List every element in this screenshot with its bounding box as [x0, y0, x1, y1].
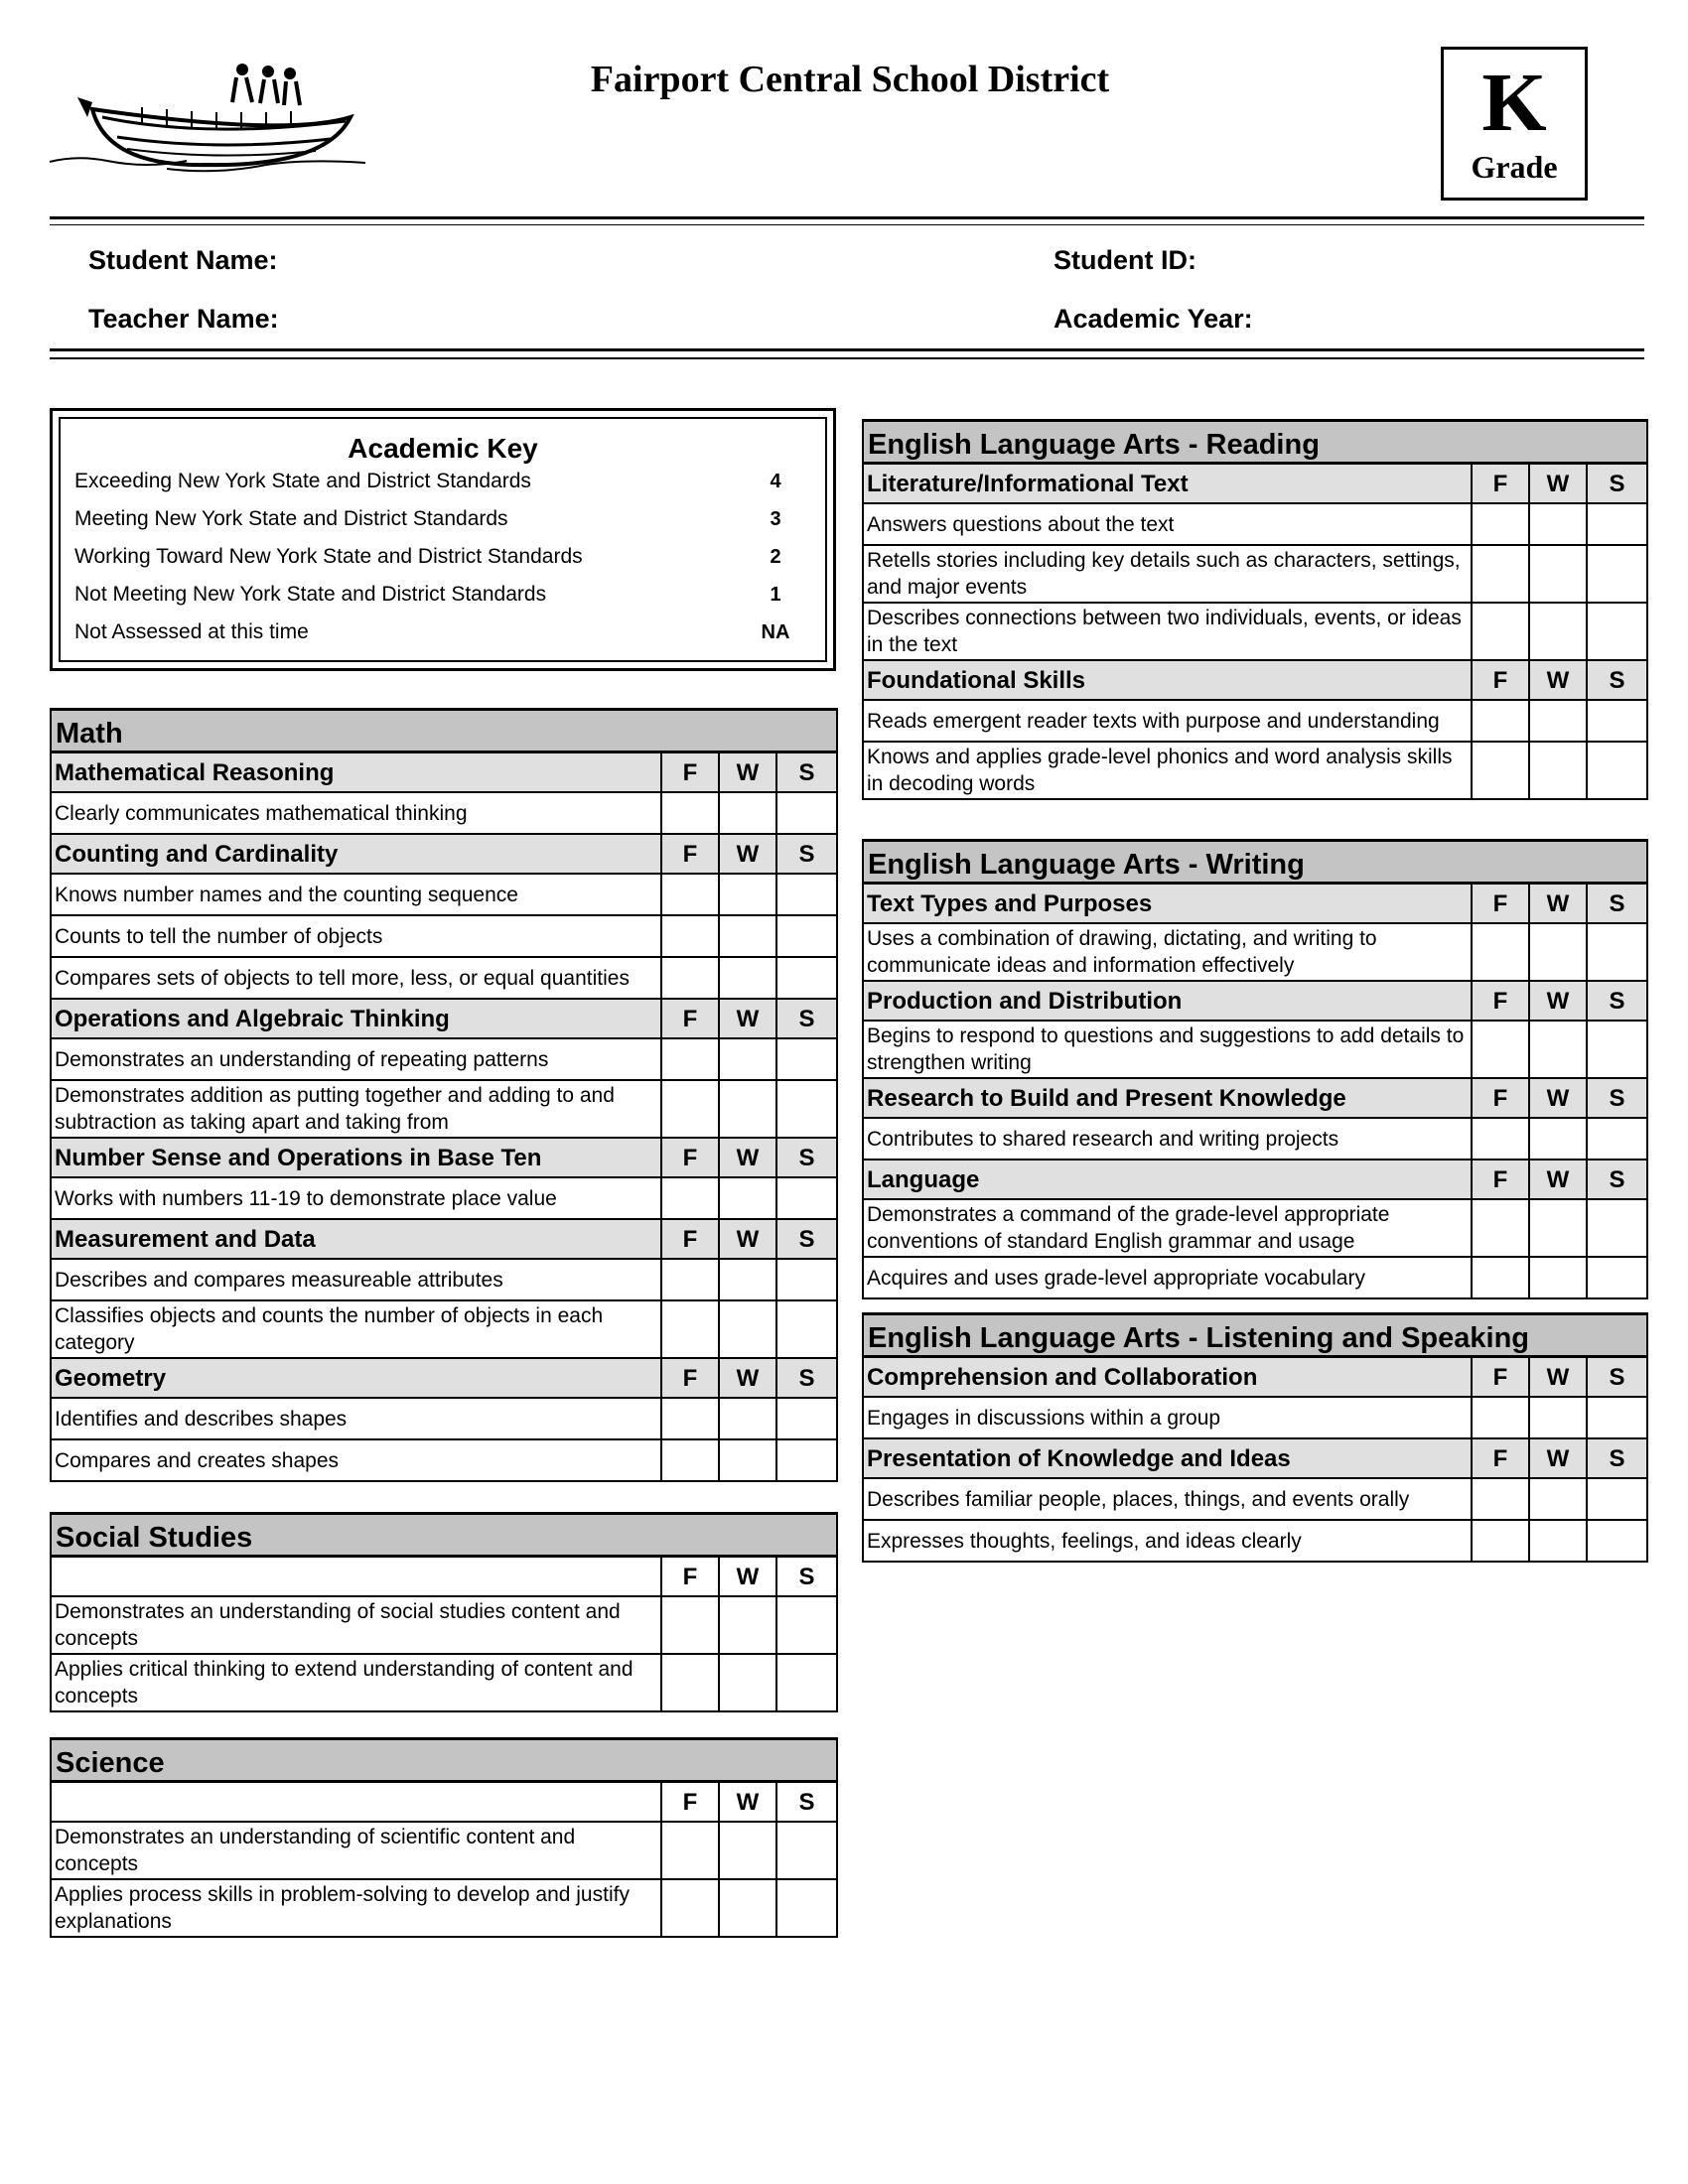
- subcategory-row: [52, 1219, 836, 1259]
- column-header-s: S: [1587, 981, 1646, 1021]
- grade-value: K: [1481, 57, 1547, 149]
- header-divider-bottom: [50, 348, 1644, 351]
- grade-cell-w[interactable]: [719, 1879, 776, 1937]
- grade-cell-s[interactable]: [1587, 1257, 1646, 1298]
- key-label: Meeting New York State and District Standards: [74, 507, 508, 530]
- column-header-w: W: [719, 1783, 776, 1822]
- grade-cell-f[interactable]: [661, 1259, 719, 1300]
- standard-row: [864, 1257, 1646, 1298]
- standard-row: [864, 503, 1646, 545]
- subcategory-name: Geometry: [52, 1358, 661, 1398]
- standard-text: Demonstrates an understanding of social studies content and concepts: [52, 1596, 661, 1654]
- key-label: Not Meeting New York State and District Standards: [74, 583, 547, 606]
- subcategory-name: Production and Distribution: [864, 981, 1472, 1021]
- standard-text: Describes and compares measureable attributes: [52, 1259, 661, 1300]
- grade-cell-f[interactable]: [1472, 1118, 1529, 1160]
- grade-cell-s[interactable]: [776, 1654, 836, 1711]
- standard-text: Classifies objects and counts the number of objects in each category: [52, 1300, 661, 1358]
- standard-text: Uses a combination of drawing, dictating, and writing to communicate ideas and information effectively: [864, 923, 1472, 981]
- key-code: 2: [770, 545, 781, 568]
- grade-cell-s[interactable]: [776, 1439, 836, 1481]
- subcategory-row: [864, 885, 1646, 923]
- standard-text: Contributes to shared research and writing projects: [864, 1118, 1472, 1160]
- subcategory-name: Text Types and Purposes: [864, 885, 1472, 923]
- column-header-f: F: [661, 834, 719, 874]
- grade-cell-f[interactable]: [1472, 545, 1529, 603]
- grade-cell-f[interactable]: [1472, 1199, 1529, 1257]
- standard-text: Expresses thoughts, feelings, and ideas clearly: [864, 1520, 1472, 1562]
- grade-cell-w[interactable]: [1529, 742, 1587, 799]
- standard-row: [864, 700, 1646, 742]
- grade-cell-s[interactable]: [1587, 1021, 1646, 1078]
- standard-text: Engages in discussions within a group: [864, 1397, 1472, 1438]
- standard-text: Describes familiar people, places, things, and events orally: [864, 1478, 1472, 1520]
- science-section: [50, 1737, 838, 1938]
- column-header-w: W: [719, 1138, 776, 1177]
- standard-text: Describes connections between two individuals, events, or ideas in the text: [864, 603, 1472, 660]
- grade-cell-s[interactable]: [776, 1398, 836, 1439]
- column-header-w: W: [1529, 660, 1587, 700]
- grade-cell-s[interactable]: [776, 915, 836, 957]
- academic-key-title: Academic Key: [348, 433, 538, 464]
- grade-cell-w[interactable]: [719, 1177, 776, 1219]
- column-header-s: S: [776, 1138, 836, 1177]
- grade-cell-w[interactable]: [719, 1654, 776, 1711]
- standard-row: [52, 1879, 836, 1937]
- standard-text: Clearly communicates mathematical thinking: [52, 792, 661, 834]
- ela-writing-section: [862, 839, 1648, 1299]
- academic-key: [50, 408, 836, 671]
- column-header-s: S: [776, 999, 836, 1038]
- standard-text: Retells stories including key details such as characters, settings, and major events: [864, 545, 1472, 603]
- grade-cell-f[interactable]: [661, 1654, 719, 1711]
- key-row: [74, 576, 805, 614]
- column-header-s: S: [1587, 660, 1646, 700]
- teacher-name-label: Teacher Name:: [88, 304, 279, 334]
- grade-cell-f[interactable]: [661, 1177, 719, 1219]
- standard-text: Reads emergent reader texts with purpose and understanding: [864, 700, 1472, 742]
- standard-row: [864, 1520, 1646, 1562]
- grade-cell-f[interactable]: [1472, 1021, 1529, 1078]
- subcategory-row: [864, 660, 1646, 700]
- subcategory-name: Measurement and Data: [52, 1219, 661, 1259]
- grade-cell-s[interactable]: [1587, 545, 1646, 603]
- column-header-w: W: [1529, 1358, 1587, 1397]
- standard-row: [864, 603, 1646, 660]
- subcategory-name: Operations and Algebraic Thinking: [52, 999, 661, 1038]
- column-header-w: W: [719, 753, 776, 792]
- column-header-f: F: [661, 1219, 719, 1259]
- column-header-s: S: [1587, 1160, 1646, 1199]
- standard-text: Counts to tell the number of objects: [52, 915, 661, 957]
- column-header-w: W: [1529, 465, 1587, 503]
- column-header-w: W: [719, 1358, 776, 1398]
- grade-cell-s[interactable]: [776, 1596, 836, 1654]
- standard-row: [52, 1596, 836, 1654]
- subcategory-row: [864, 1358, 1646, 1397]
- subcategory-row: [52, 999, 836, 1038]
- grade-cell-f[interactable]: [1472, 1257, 1529, 1298]
- district-title: Fairport Central School District: [590, 59, 1110, 100]
- standard-text: Compares sets of objects to tell more, less, or equal quantities: [52, 957, 661, 999]
- standards-table: [864, 465, 1646, 800]
- subcategory-name: Number Sense and Operations in Base Ten: [52, 1138, 661, 1177]
- subcategory-name: [52, 1558, 661, 1596]
- column-header-w: W: [719, 999, 776, 1038]
- grade-cell-w[interactable]: [1529, 1257, 1587, 1298]
- standard-row: [52, 1259, 836, 1300]
- column-header-w: W: [719, 834, 776, 874]
- standard-text: Demonstrates a command of the grade-level appropriate conventions of standard English grammar and usage: [864, 1199, 1472, 1257]
- column-header-s: S: [776, 1219, 836, 1259]
- grade-cell-w[interactable]: [719, 1259, 776, 1300]
- standard-text: Applies critical thinking to extend understanding of content and concepts: [52, 1654, 661, 1711]
- standard-row: [864, 1397, 1646, 1438]
- subcategory-row: [864, 465, 1646, 503]
- grade-cell-f[interactable]: [661, 874, 719, 915]
- grade-cell-w[interactable]: [1529, 1199, 1587, 1257]
- subcategory-name: Language: [864, 1160, 1472, 1199]
- subcategory-row: [864, 981, 1646, 1021]
- standard-row: [52, 874, 836, 915]
- social-studies-section: [50, 1512, 838, 1712]
- column-header-s: S: [1587, 1358, 1646, 1397]
- column-header-s: S: [776, 1358, 836, 1398]
- grade-cell-s[interactable]: [776, 792, 836, 834]
- grade-cell-w[interactable]: [719, 874, 776, 915]
- column-header-s: S: [1587, 1078, 1646, 1118]
- column-header-f: F: [1472, 1358, 1529, 1397]
- grade-cell-w[interactable]: [1529, 503, 1587, 545]
- standard-row: [52, 1038, 836, 1080]
- column-header-f: F: [1472, 981, 1529, 1021]
- grade-cell-w[interactable]: [1529, 1520, 1587, 1562]
- column-header-s: S: [776, 1558, 836, 1596]
- subcategory-name: Foundational Skills: [864, 660, 1472, 700]
- grade-cell-w[interactable]: [719, 1439, 776, 1481]
- standard-text: Answers questions about the text: [864, 503, 1472, 545]
- grade-cell-s[interactable]: [1587, 1397, 1646, 1438]
- subcategory-row: [52, 1358, 836, 1398]
- grade-cell-w[interactable]: [719, 792, 776, 834]
- key-row: [74, 463, 805, 500]
- subcategory-row: [864, 1438, 1646, 1478]
- column-header-w: W: [719, 1558, 776, 1596]
- column-header-w: W: [1529, 1078, 1587, 1118]
- grade-cell-f[interactable]: [661, 1439, 719, 1481]
- grade-cell-f[interactable]: [1472, 700, 1529, 742]
- grade-cell-s[interactable]: [776, 1822, 836, 1879]
- header-divider-top-thin: [50, 224, 1644, 225]
- grade-cell-s[interactable]: [1587, 1520, 1646, 1562]
- standard-text: Compares and creates shapes: [52, 1439, 661, 1481]
- subcategory-name: Research to Build and Present Knowledge: [864, 1078, 1472, 1118]
- standard-row: [864, 1199, 1646, 1257]
- section-title: English Language Arts - Listening and Speaking: [864, 1312, 1646, 1358]
- column-header-f: F: [661, 753, 719, 792]
- grade-cell-w[interactable]: [1529, 545, 1587, 603]
- column-header-s: S: [1587, 465, 1646, 503]
- section-title: Social Studies: [52, 1512, 836, 1558]
- subcategory-name: Presentation of Knowledge and Ideas: [864, 1438, 1472, 1478]
- section-title: English Language Arts - Writing: [864, 839, 1646, 885]
- standard-row: [52, 1654, 836, 1711]
- key-row: [74, 614, 805, 651]
- subcategory-name: Counting and Cardinality: [52, 834, 661, 874]
- grade-cell-s[interactable]: [776, 1259, 836, 1300]
- column-header-f: F: [661, 1358, 719, 1398]
- grade-cell-w[interactable]: [1529, 1397, 1587, 1438]
- standard-row: [864, 1118, 1646, 1160]
- grade-cell-f[interactable]: [661, 1822, 719, 1879]
- subcategory-name: Mathematical Reasoning: [52, 753, 661, 792]
- grade-cell-w[interactable]: [719, 957, 776, 999]
- key-label: Working Toward New York State and District Standards: [74, 545, 583, 568]
- column-header-w: W: [1529, 1438, 1587, 1478]
- column-header-s: S: [776, 1783, 836, 1822]
- grade-cell-f[interactable]: [1472, 923, 1529, 981]
- standard-row: [864, 1021, 1646, 1078]
- grade-label: Grade: [1471, 149, 1558, 185]
- grade-cell-s[interactable]: [776, 1038, 836, 1080]
- grade-cell-w[interactable]: [719, 1300, 776, 1358]
- key-code: NA: [761, 620, 790, 643]
- standard-row: [52, 1300, 836, 1358]
- standard-text: Knows number names and the counting sequence: [52, 874, 661, 915]
- grade-cell-w[interactable]: [719, 915, 776, 957]
- grade-cell-s[interactable]: [776, 1080, 836, 1138]
- standard-row: [864, 1478, 1646, 1520]
- grade-cell-w[interactable]: [719, 1038, 776, 1080]
- column-header-s: S: [1587, 1438, 1646, 1478]
- standard-text: Identifies and describes shapes: [52, 1398, 661, 1439]
- standard-row: [52, 1439, 836, 1481]
- standard-text: Demonstrates an understanding of scientific content and concepts: [52, 1822, 661, 1879]
- standards-table: [52, 753, 836, 1482]
- subcategory-row: [52, 1783, 836, 1822]
- subcategory-row: [52, 1138, 836, 1177]
- column-header-f: F: [661, 1138, 719, 1177]
- grade-box: [1441, 47, 1588, 201]
- standard-row: [52, 915, 836, 957]
- column-header-f: F: [1472, 660, 1529, 700]
- subcategory-row: [864, 1078, 1646, 1118]
- grade-cell-s[interactable]: [1587, 1478, 1646, 1520]
- grade-cell-f[interactable]: [661, 1879, 719, 1937]
- subcategory-name: Comprehension and Collaboration: [864, 1358, 1472, 1397]
- section-title: Science: [52, 1737, 836, 1783]
- grade-cell-f[interactable]: [661, 1080, 719, 1138]
- column-header-w: W: [1529, 1160, 1587, 1199]
- grade-cell-w[interactable]: [1529, 1478, 1587, 1520]
- standard-text: Applies process skills in problem-solving to develop and justify explanations: [52, 1879, 661, 1937]
- column-header-f: F: [661, 1783, 719, 1822]
- column-header-f: F: [1472, 465, 1529, 503]
- standard-text: Demonstrates addition as putting together and adding to and subtraction as taking apart and taking from: [52, 1080, 661, 1138]
- standard-row: [52, 792, 836, 834]
- subcategory-row: [864, 1160, 1646, 1199]
- standard-text: Works with numbers 11-19 to demonstrate place value: [52, 1177, 661, 1219]
- standard-row: [864, 923, 1646, 981]
- key-row: [74, 500, 805, 538]
- math-section: [50, 708, 838, 1482]
- standard-row: [864, 545, 1646, 603]
- standards-table: [52, 1783, 836, 1938]
- grade-cell-s[interactable]: [1587, 503, 1646, 545]
- subcategory-row: [52, 753, 836, 792]
- key-code: 3: [770, 507, 781, 530]
- column-header-w: W: [1529, 885, 1587, 923]
- grade-cell-w[interactable]: [1529, 603, 1587, 660]
- grade-cell-s[interactable]: [1587, 923, 1646, 981]
- column-header-f: F: [1472, 1438, 1529, 1478]
- grade-cell-f[interactable]: [661, 957, 719, 999]
- section-title: Math: [52, 708, 836, 753]
- standard-text: Knows and applies grade-level phonics and word analysis skills in decoding words: [864, 742, 1472, 799]
- column-header-f: F: [1472, 1078, 1529, 1118]
- key-label: Exceeding New York State and District Standards: [74, 470, 531, 492]
- standard-row: [52, 1398, 836, 1439]
- grade-cell-s[interactable]: [776, 1879, 836, 1937]
- subcategory-name: Literature/Informational Text: [864, 465, 1472, 503]
- column-header-w: W: [719, 1219, 776, 1259]
- column-header-f: F: [661, 999, 719, 1038]
- grade-cell-s[interactable]: [1587, 1118, 1646, 1160]
- subcategory-name: [52, 1783, 661, 1822]
- grade-cell-w[interactable]: [719, 1596, 776, 1654]
- standards-table: [864, 885, 1646, 1299]
- grade-cell-s[interactable]: [776, 1300, 836, 1358]
- standard-row: [52, 1822, 836, 1879]
- subcategory-row: [52, 1558, 836, 1596]
- column-header-s: S: [1587, 885, 1646, 923]
- column-header-s: S: [776, 834, 836, 874]
- grade-cell-f[interactable]: [1472, 1397, 1529, 1438]
- grade-cell-f[interactable]: [661, 1398, 719, 1439]
- grade-cell-f[interactable]: [1472, 603, 1529, 660]
- grade-cell-s[interactable]: [776, 874, 836, 915]
- header-divider-top: [50, 216, 1644, 219]
- grade-cell-f[interactable]: [661, 1300, 719, 1358]
- district-logo-boat-icon: [48, 58, 375, 177]
- grade-cell-s[interactable]: [1587, 700, 1646, 742]
- section-title: English Language Arts - Reading: [864, 419, 1646, 465]
- standards-table: [52, 1558, 836, 1712]
- standard-row: [864, 742, 1646, 799]
- ela-reading-section: [862, 419, 1648, 800]
- grade-cell-f[interactable]: [1472, 1520, 1529, 1562]
- column-header-w: W: [1529, 981, 1587, 1021]
- grade-cell-w[interactable]: [1529, 923, 1587, 981]
- student-id-label: Student ID:: [1054, 245, 1196, 275]
- grade-cell-w[interactable]: [1529, 700, 1587, 742]
- standard-row: [52, 957, 836, 999]
- key-row: [74, 538, 805, 576]
- column-header-f: F: [1472, 885, 1529, 923]
- key-label: Not Assessed at this time: [74, 620, 309, 643]
- standards-table: [864, 1358, 1646, 1563]
- key-code: 1: [770, 583, 781, 606]
- grade-cell-f[interactable]: [661, 792, 719, 834]
- grade-cell-f[interactable]: [661, 1596, 719, 1654]
- grade-cell-s[interactable]: [1587, 1199, 1646, 1257]
- academic-year-label: Academic Year:: [1054, 304, 1253, 334]
- grade-cell-f[interactable]: [661, 915, 719, 957]
- column-header-s: S: [776, 753, 836, 792]
- grade-cell-w[interactable]: [719, 1080, 776, 1138]
- header-divider-bottom-thin: [50, 357, 1644, 359]
- grade-cell-f[interactable]: [1472, 1478, 1529, 1520]
- grade-cell-s[interactable]: [1587, 603, 1646, 660]
- grade-cell-f[interactable]: [1472, 503, 1529, 545]
- grade-cell-w[interactable]: [1529, 1118, 1587, 1160]
- standard-text: Acquires and uses grade-level appropriate vocabulary: [864, 1257, 1472, 1298]
- subcategory-row: [52, 834, 836, 874]
- standard-text: Demonstrates an understanding of repeating patterns: [52, 1038, 661, 1080]
- grade-cell-s[interactable]: [776, 1177, 836, 1219]
- grade-cell-s[interactable]: [776, 957, 836, 999]
- standard-text: Begins to respond to questions and suggestions to add details to strengthen writing: [864, 1021, 1472, 1078]
- grade-cell-f[interactable]: [661, 1038, 719, 1080]
- grade-cell-w[interactable]: [719, 1398, 776, 1439]
- grade-cell-f[interactable]: [1472, 742, 1529, 799]
- column-header-f: F: [661, 1558, 719, 1596]
- key-code: 4: [770, 470, 781, 492]
- grade-cell-w[interactable]: [1529, 1021, 1587, 1078]
- grade-cell-s[interactable]: [1587, 742, 1646, 799]
- standard-row: [52, 1177, 836, 1219]
- grade-cell-w[interactable]: [719, 1822, 776, 1879]
- standard-row: [52, 1080, 836, 1138]
- column-header-f: F: [1472, 1160, 1529, 1199]
- student-name-label: Student Name:: [88, 245, 278, 275]
- ela-listening-section: [862, 1312, 1648, 1563]
